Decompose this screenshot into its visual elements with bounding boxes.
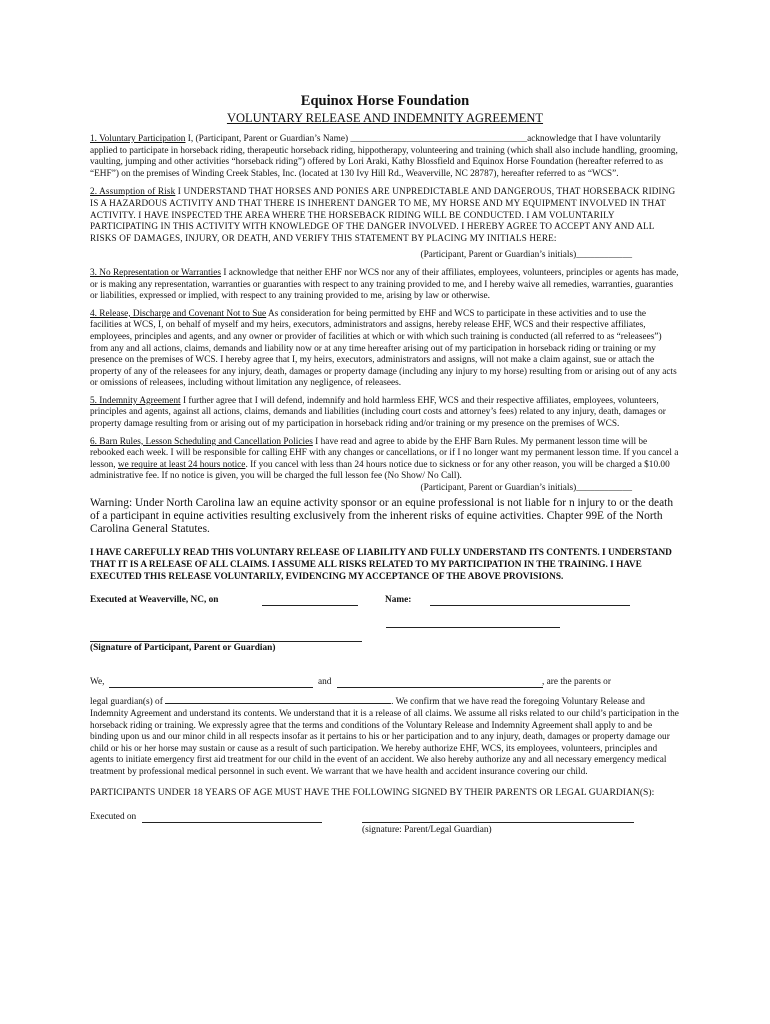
section-heading: 5. Indemnity Agreement bbox=[90, 395, 181, 406]
executed-at-label: Executed at Weaverville, NC, on bbox=[90, 595, 219, 606]
section-text: . If you cancel with less than 24 hours notice due to sickness or for any other reason, you will be charged a $10.00 administrative fee. If no notice is given, you will be charged the full lesson fee (No Show/ No Call). bbox=[90, 459, 670, 482]
name-second-line[interactable] bbox=[386, 627, 560, 628]
section-barn-rules bbox=[90, 437, 680, 483]
parent-name-line-2[interactable] bbox=[337, 687, 543, 688]
parents-label: , are the parents or bbox=[542, 677, 611, 688]
acknowledgement-statement: I HAVE CAREFULLY READ THIS VOLUNTARY RELEASE OF LIABILITY AND FULLY UNDERSTAND ITS CONTENTS. I UNDERSTAND THAT IT IS A RELEASE OF ALL CLAIMS. I ASSUME ALL RISKS RELATED TO MY PARTICIPATION IN THE TRAINING. I HAVE EXECUTED THIS RELEASE VOLUNTARILY, EVIDENCING MY ACCEPTANCE OF THE ABOVE PROVISIONS. bbox=[90, 547, 672, 583]
section-heading: 6. Barn Rules, Lesson Scheduling and Cancellation Policies bbox=[90, 436, 313, 447]
legal-guardian-label: legal guardian(s) of bbox=[90, 697, 163, 708]
section-heading: 1. Voluntary Participation bbox=[90, 134, 186, 144]
section-indemnity-agreement bbox=[90, 396, 680, 431]
section-no-representation bbox=[90, 268, 680, 303]
executed-date-line[interactable] bbox=[262, 605, 358, 606]
section-heading: 2. Assumption of Risk bbox=[90, 186, 176, 197]
executed-on-label: Executed on bbox=[90, 812, 137, 823]
initials-line[interactable]: (Participant, Parent or Guardian’s initials)____________ bbox=[420, 250, 632, 261]
child-name-line[interactable] bbox=[165, 695, 391, 704]
under-18-notice: PARTICIPANTS UNDER 18 YEARS OF AGE MUST HAVE THE FOLLOWING SIGNED BY THEIR PARENTS OR LEGAL GUARDIAN(S): bbox=[90, 786, 655, 798]
signature-label: (Signature of Participant, Parent or Guardian) bbox=[90, 643, 276, 654]
section-heading: 4. Release, Discharge and Covenant Not to Sue bbox=[90, 308, 267, 319]
section-text-underlined: we require at least 24 hours notice bbox=[117, 459, 246, 470]
section-assumption-of-risk bbox=[90, 186, 680, 244]
document-title: Equinox Horse Foundation bbox=[300, 93, 470, 109]
section-heading: 3. No Representation or Warranties bbox=[90, 267, 222, 278]
signature-block bbox=[90, 617, 680, 667]
parent-name-line-1[interactable] bbox=[109, 687, 313, 688]
initials-line[interactable]: (Participant, Parent or Guardian’s initials)____________ bbox=[420, 483, 632, 494]
section-text: As consideration for being permitted by EHF and WCS to participate in these activities and to use the facilities at WCS, I, on behalf of myself and my heirs, executors, administrators and assigns, hereby release EHF, WCS and their respective affiliates, employees, principles and agents, and any owner or provider of facilities at which or with which such training is conducted (all referred to as “releasees”) from any and all actions, claims, demands and liability now or at any time hereafter arising out of my participation in horseback riding or training or my presence on the premises of WCS. I hereby agree that I, my heirs, executors, administrators and assigns, will not make a claim against, sue or attach the property of any of the releasees for any injury, death, damages or property damage (including any injury to my horse) resulting from or arising out of any acts or omissions of releasees, including without limitation any negligence, of releasees. bbox=[90, 308, 677, 389]
guardian-text: . We confirm that we have read the foregoing Voluntary Release and Indemnity Agreement and understand its contents. We understand that it is a release of all claims. We assume all risks related to our child’s participation in the horseback riding or training. We expressly agree that the terms and conditions of the Voluntary Release and Indemnity Agreement shall apply to and be binding upon us and our minor child in all respects insofar as it pertains to his or her participation and to any injury, death, damages or property damage our child or his or her horse may sustain or cause as a result of such participation. We hereby authorize EHF, WCS, its employees, volunteers, principles and agents to initiate emergency first aid treatment for our child in the event of an accident. We also hereby authorize any and all necessary emergency medical treatment by professional medical personnel in such event. We warrant that we have health and accident insurance covering our child. bbox=[90, 697, 679, 778]
warning-statement: Warning: Under North Carolina law an equine activity sponsor or an equine professional is not liable for n injury to or the death of a participant in equine activities resulting exclusively from the inherent risks of equine activities. Chapter 99E of the North Carolina General Statutes. bbox=[90, 496, 674, 536]
name-line[interactable] bbox=[430, 605, 630, 606]
section-release-discharge bbox=[90, 309, 680, 390]
section-text: I have read and agree to abide by the EHF Barn Rules. My permanent lesson time will be rebooked each week. I will be responsible for calling EHF with any changes or cancellations, or if I no longer want my permanent lesson time. If you cancel a lesson, bbox=[90, 436, 679, 470]
section-voluntary-participation bbox=[90, 134, 680, 180]
section-text: I further agree that I will defend, indemnify and hold harmless EHF, WCS and their respective affiliates, employees, volunteers, principles and agents, against all actions, claims, demands and liabilities (including court costs and attorney’s fees) related to any injury, death, damages or property damage resulting from or arising out of my participation in horseback riding and/or training or my presence on the premises of WCS. bbox=[90, 395, 666, 430]
guardian-signature-line[interactable] bbox=[362, 822, 634, 823]
execution-row bbox=[90, 595, 680, 609]
and-label: and bbox=[318, 677, 332, 688]
section-text: I UNDERSTAND THAT HORSES AND PONIES ARE UNPREDICTABLE AND DANGEROUS, THAT HORSEBACK RIDING IS A HAZARDOUS ACTIVITY AND THAT THERE IS INHERENT DANGER TO ME, MY HORSE AND MY EQUIPMENT INVOLVED IN THAT ACTIVITY. I HAVE INSPECTED THE AREA WHERE THE HORSEBACK RIDING WILL BE CONDUCTED. I AM VOLUNTARILY PARTICIPATING IN THIS ACTIVITY WITH KNOWLEDGE OF THE DANGER INVOLVED. I HEREBY AGREE TO ACCEPT ANY AND ALL RISKS OF DAMAGES, INJURY, OR DEATH, AND VERIFY THIS STATEMENT BY PLACING MY INITIALS HERE: bbox=[90, 186, 676, 243]
executed-on-line[interactable] bbox=[142, 822, 322, 823]
guardian-signature-label: (signature: Parent/Legal Guardian) bbox=[362, 825, 492, 836]
section-text: I acknowledge that neither EHF nor WCS nor any of their affiliates, employees, volunteers, principles or agents has made, or is making any representation, warranties or guaranties with respect to any training provided to me, and I hereby waive all remedies, warranties, guaranties or liabilities, expressed or implied, with respect to any training provided to me, arising by law or otherwise. bbox=[90, 267, 679, 302]
guardian-names-row bbox=[90, 677, 680, 691]
guardian-execution-row bbox=[90, 812, 680, 840]
document-subtitle: VOLUNTARY RELEASE AND INDEMNITY AGREEMENT bbox=[226, 111, 544, 125]
section-text: I, (Participant, Parent or Guardian’s Name) ______________________________________acknowledge that I have voluntarily applied to participate in horseback riding, therapeutic horseback riding, hippotherapy, volunteering and training (which shall also include handling, grooming, vaulting, jumping and other activities “horseback riding”) offered by Lori Araki, Kathy Blossfield and Equinox Horse Foundation (hereafter referred to as “EHF”) on the premises of Winding Creek Stables, Inc. (located at 130 Ivy Hill Rd., Weaverville, NC 28787), hereafter referred to as “WCS”. bbox=[90, 134, 678, 179]
name-label: Name: bbox=[385, 595, 412, 606]
we-label: We, bbox=[90, 677, 105, 688]
document-page bbox=[90, 92, 680, 840]
guardian-statement bbox=[90, 695, 680, 778]
